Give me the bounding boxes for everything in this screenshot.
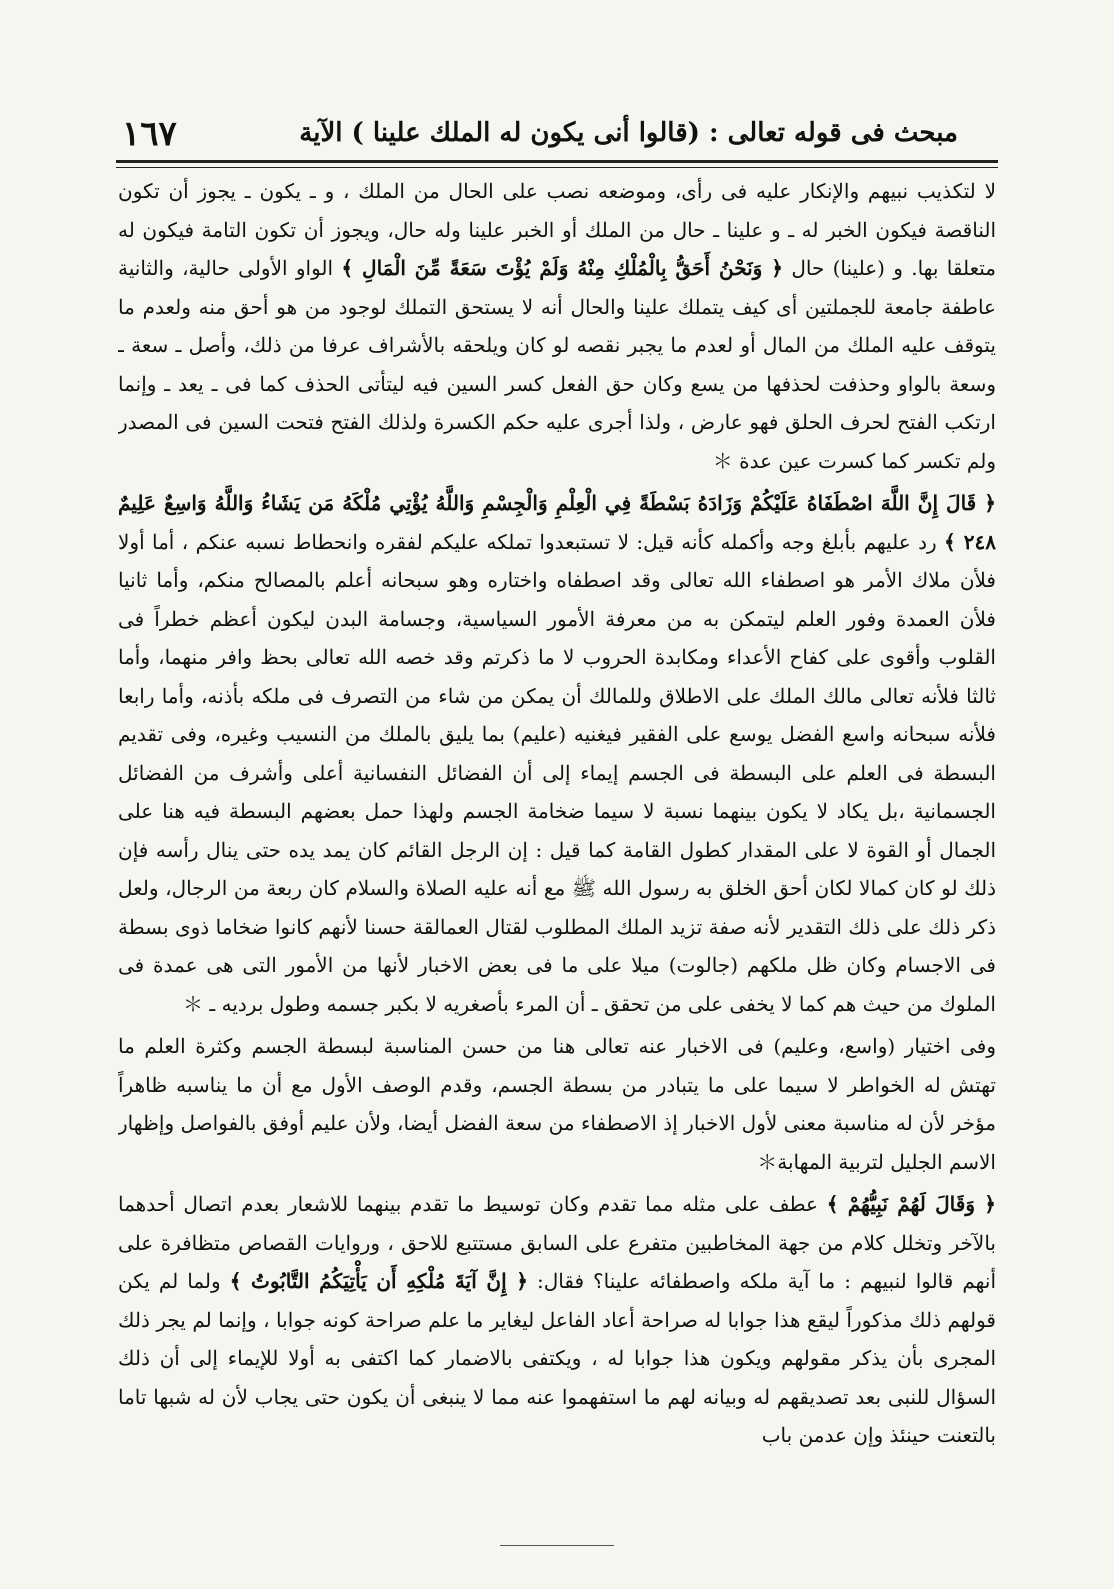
- paragraph-1: [118, 172, 996, 480]
- header-rule-thick: [116, 160, 998, 163]
- running-title: مبحث فى قوله تعالى : (قالوا أنى يكون له الملك علينا ) الآية: [299, 118, 958, 148]
- quran-verse: ﴿ قَالَ إِنَّ اللَّهَ اصْطَفَاهُ عَلَيْكُمْ وَزَادَهُ بَسْطَةً فِي الْعِلْمِ وَالْجِسْمِ وَاللَّهُ يُؤْتِي مُلْكَهُ مَن يَشَاءُ وَاللَّهُ وَاسِعٌ عَلِيمٌ ٢٤٨ ﴾: [118, 491, 996, 554]
- page-body: [118, 172, 996, 1529]
- page-header: [116, 112, 998, 164]
- quran-verse: ﴿ إِنَّ آيَةَ مُلْكِهِ أَن يَأْتِيَكُمُ التَّابُوتُ ﴾: [229, 1269, 528, 1293]
- paragraph-text: الواو الأولى حالية، والثانية عاطفة جامعة للجملتين أى كيف يتملك علينا والحال أنه لا يستحق التملك لوجود من هو أحق منه ولعدم ما يتوقف عليه الملك من المال أو لعدم ما يجبر نقصه لو كان ويلحقه بالأشراف عرفا من ذلك، وأصل ـ سعة ـ وسعة بالواو وحذفت لحذفها من يسع وكان حق الفعل كسر السين فيه ليتأتى الحذف كما فى ـ يعد ـ وإنما ارتكب الفتح لحرف الحلق فهو عارض ، ولذا أجرى عليه حكم الكسرة ولذلك الفتح فتحت السين فى المصدر ولم تكسر كما كسرت عين عدة ＊: [118, 256, 996, 473]
- quran-verse: ﴿ وَنَحْنُ أَحَقُّ بِالْمُلْكِ مِنْهُ وَلَمْ يُؤْتَ سَعَةً مِّنَ الْمَالِ ﴾: [341, 256, 783, 280]
- paragraph-text: رد عليهم بأبلغ وجه وأكمله كأنه قيل: لا تستبعدوا تملكه عليكم لفقره وانحطاط نسبه عنكم ، أما أولا فلأن ملاك الأمر هو اصطفاء الله تعالى وقد اصطفاه واختاره وهو سبحانه أعلم بالمصالح منكم، وأما ثانيا فلأن العمدة وفور العلم ليتمكن به من معرفة الأمور السياسية، وجسامة البدن ليكون أعظم خطراً فى القلوب وأقوى على كفاح الأعداء ومكابدة الحروب لا ما ذكرتم وقد خصه الله تعالى بحظ وافر منهما، وأما ثالثا فلأنه تعالى مالك الملك على الاطلاق وللمالك أن يمكن من شاء من التصرف فى ملكه بأذنه، وأما رابعا فلأنه سبحانه واسع الفضل يوسع على الفقير فيغنيه (عليم) بما يليق بالملك من النسيب وغيره، وفى تقديم البسطة فى العلم على البسطة فى الجسم إيماء إلى أن الفضائل النفسانية أعلى وأشرف من الفضائل الجسمانية ،بل يكاد لا يكون بينهما نسبة لا سيما ضخامة الجسم ولهذا حمل بعضهم البسطة فيه هنا على الجمال أو القوة لا على المقدار كطول القامة كما قيل : إن الرجل القائم كان يمد يده حتى ينال رأسه فإن ذلك لو كان كمالا لكان أحق الخلق به رسول الله ﷺ مع أنه عليه الصلاة والسلام كان ربعة من الرجال، ولعل ذكر ذلك على ذلك التقدير لأنه صفة تزيد الملك المطلوب لقتال العمالقة حسنا لأنهم كانوا ضخاما ذوى بسطة فى الاجسام وكان ظل ملكهم (جالوت) ميلا على ما فى بعض الاخبار لأنها من الأمور التى هى عمدة فى الملوك من حيث هم كما لا يخفى على من تحقق ـ أن المرء بأصغريه لا بكبر جسمه وطول برديه ـ ＊: [118, 529, 996, 1016]
- quran-verse: ﴿ وَقَالَ لَهُمْ نَبِيُّهُمْ ﴾: [826, 1192, 996, 1216]
- header-rule-thin: [116, 167, 998, 168]
- paragraph-2: [118, 484, 996, 1023]
- paragraph-text: لا لتكذيب نبيهم والإنكار عليه فى رأى، وموضعه نصب على الحال من الملك ، و ـ يكون ـ يجوز أن تكون الناقصة فيكون الخبر له ـ و علينا ـ حال من الملك أو الخبر علينا وله حال، ويجوز أن تكون التامة فيكون له متعلقا بها. و (علينا) حال: [118, 179, 996, 280]
- paragraph-text: وفى اختيار (واسع، وعليم) فى الاخبار عنه تعالى هنا من حسن المناسبة لبسطة الجسم وكثرة العلم ما تهتش له الخواطر لا سيما على ما يتبادر من بسطة الجسم، وقدم الوصف الأول مع أن ما يناسبه ظاهراً مؤخر لأن له مناسبة معنى لأول الاخبار إذ الاصطفاء من سعة الفضل أيضا، ولأن عليم أوفق بالفواصل وإظهار الاسم الجليل لتربية المهابة＊: [118, 1034, 996, 1174]
- paragraph-4: [118, 1185, 996, 1455]
- paragraph-text: ولما لم يكن قولهم ذلك مذكوراً ليقع هذا جوابا له صراحة أعاد الفاعل ليغاير ما علم صراحة كونه جوابا ، وإنما لم يجر ذلك المجرى بأن يذكر مقولهم ويكون هذا جوابا له ، ويكتفى بالاضمار كما اكتفى به أولا للإيماء إلى أن ذلك السؤال للنبى بعد تصديقهم له وبيانه لهم ما استفهموا عنه مما لا ينبغى أن يكون حتى يجاب لأن له شبها تاما بالتعنت حينئذ وإن عدمن باب: [118, 1269, 996, 1447]
- footer-rule: [500, 1545, 614, 1546]
- paragraph-text: عطف على مثله مما تقدم وكان توسيط ما تقدم بينهما للاشعار بعدم اتصال أحدهما بالآخر وتخلل كلام من جهة المخاطبين متفرع على السابق مستتبع للاحق ، وروايات القصاص متظافرة على أنهم قالوا لنبيهم : ما آية ملكه واصطفائه علينا؟ فقال:: [118, 1192, 996, 1293]
- paragraph-3: [118, 1027, 996, 1181]
- page-number: ١٦٧: [122, 114, 177, 154]
